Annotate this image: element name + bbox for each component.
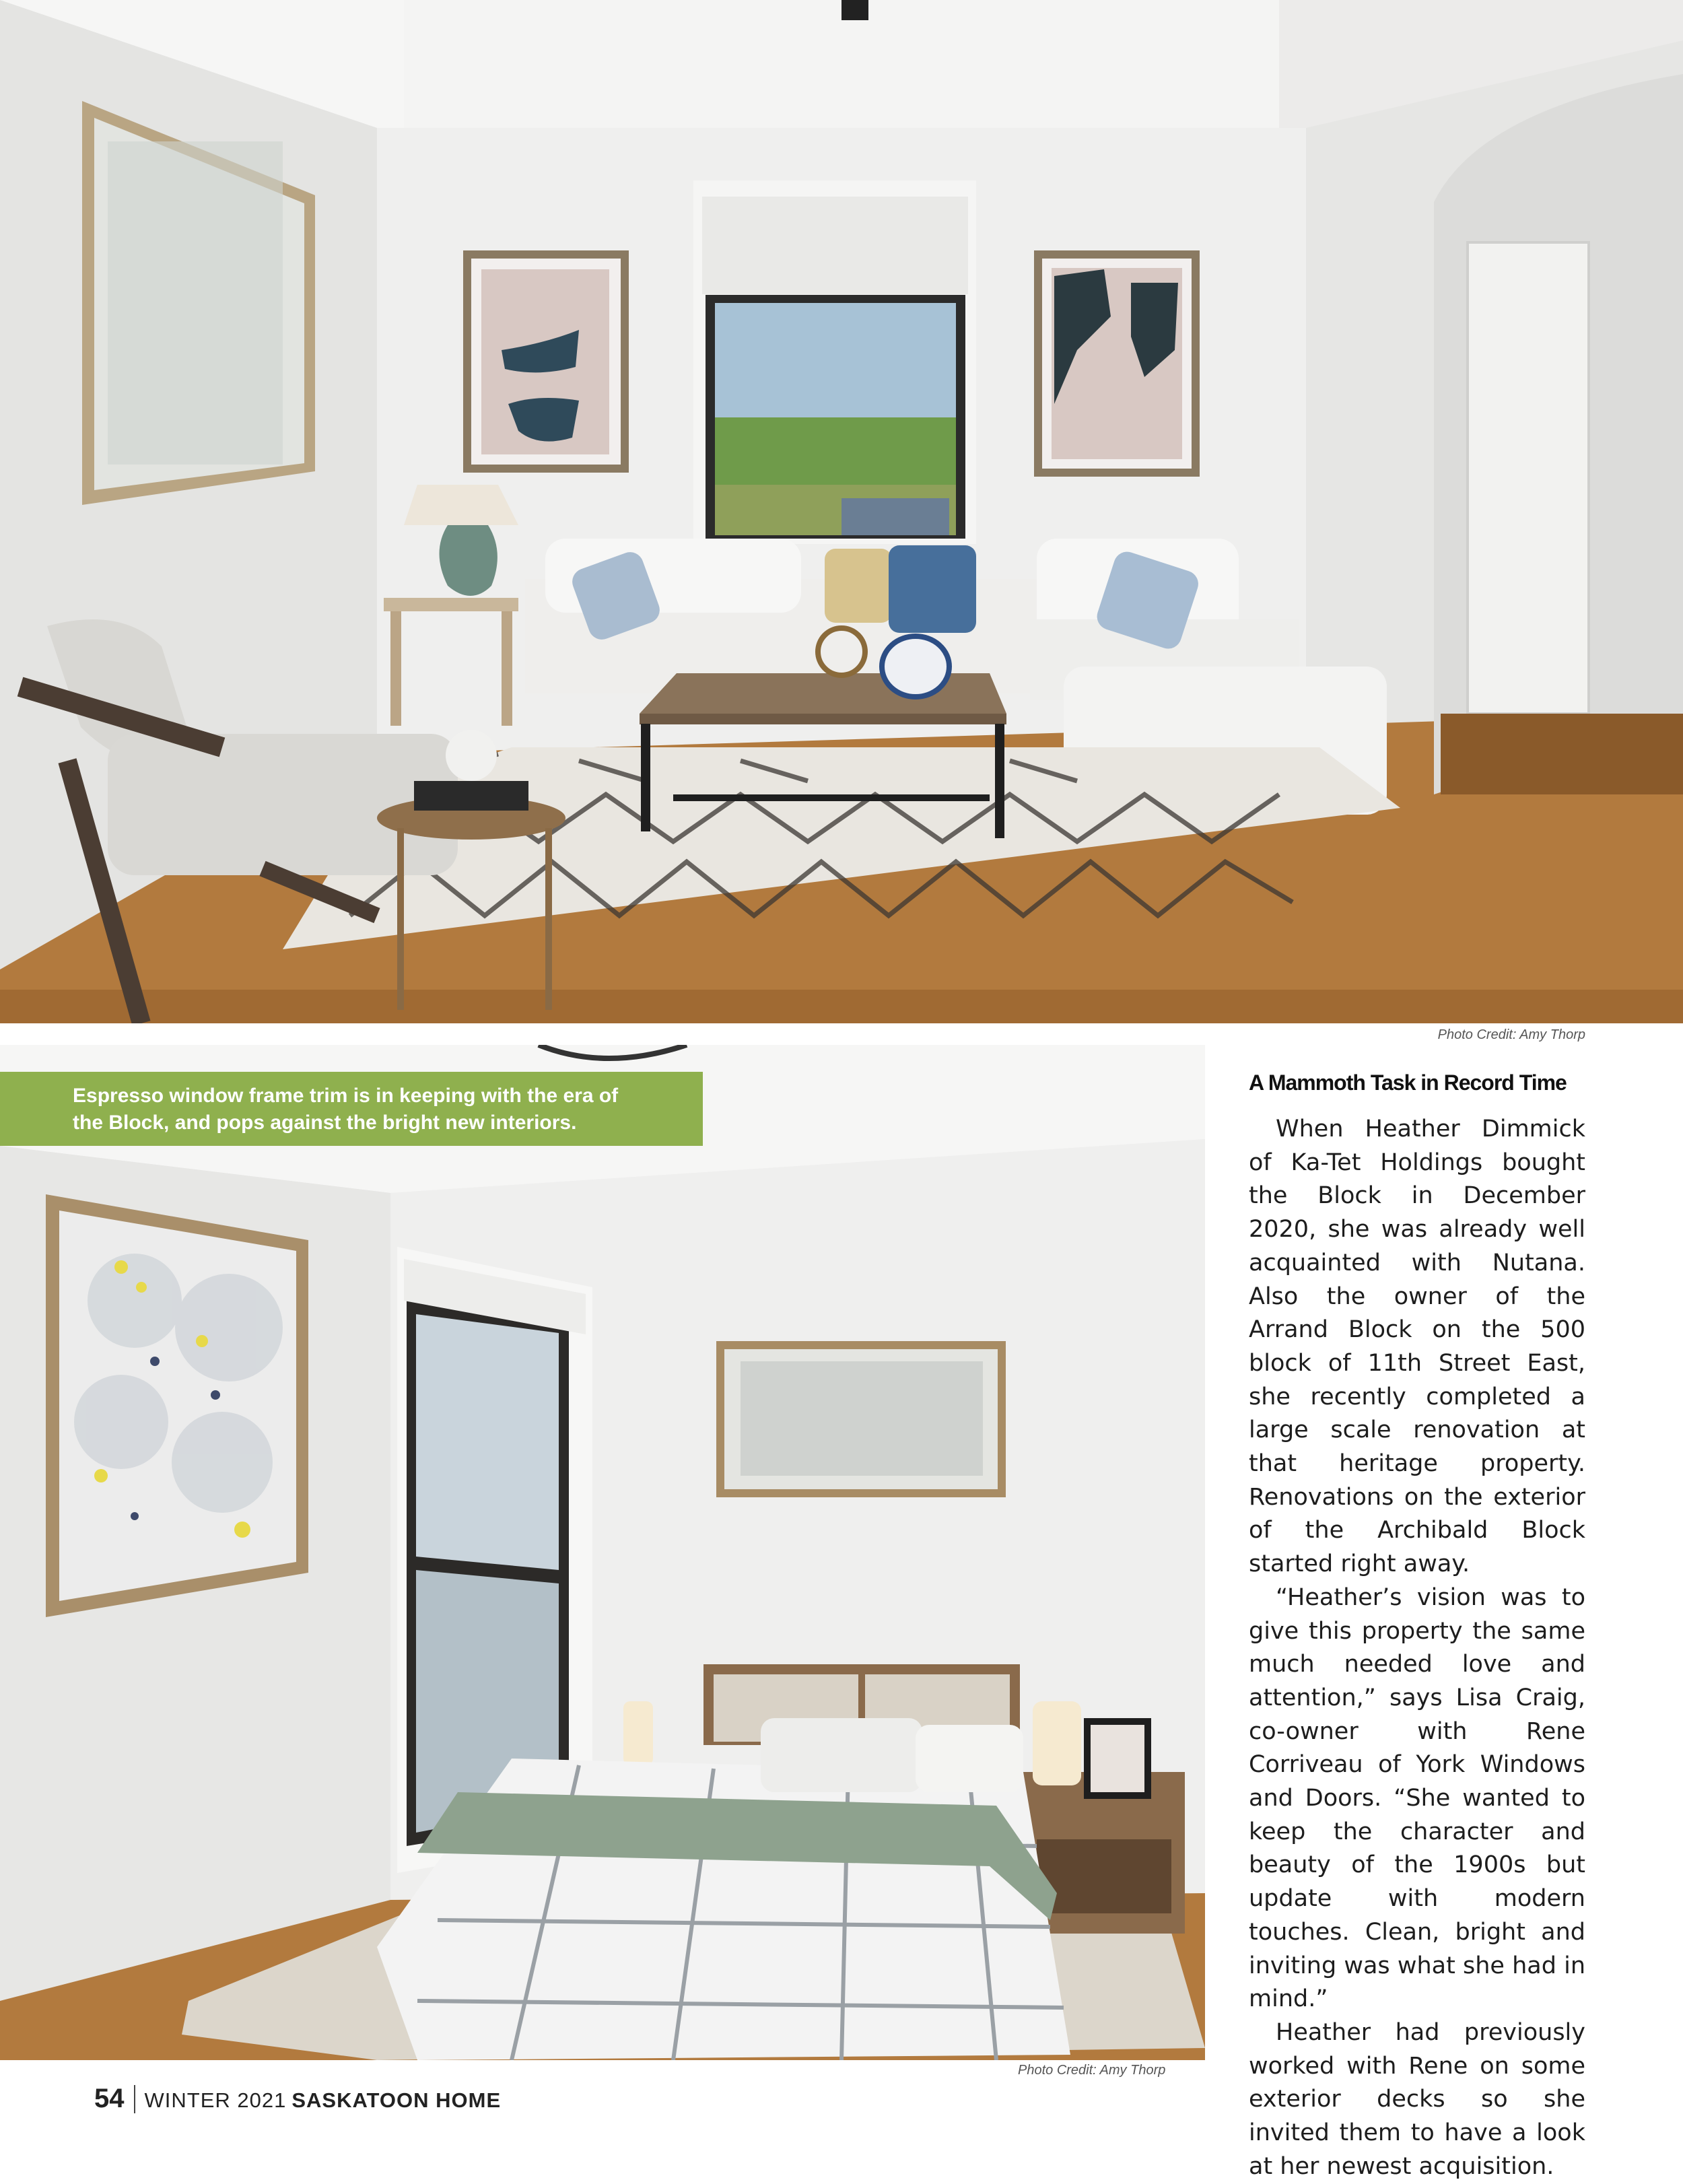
bedroom-illustration <box>0 1045 1205 2060</box>
caption-line-2: the Block, and pops against the bright new interiors. <box>73 1112 577 1134</box>
living-room-photo <box>0 0 1683 1023</box>
photo-caption <box>0 1072 703 1146</box>
article-paragraph: Heather had previously worked with Rene on some exterior decks so she invited them to have a look at her newest acquisition. <box>1249 2018 1585 2180</box>
photo-credit-bottom: Photo Credit: Amy Thorp <box>1018 2063 1166 2078</box>
magazine-name: SASKATOON HOME <box>291 2088 502 2112</box>
article-paragraph: “Heather’s vision was to give this property the same much needed love and attention,” says Lisa Craig, co-owner with Rene Corriveau of York Windows and Doors. “She wanted to keep the character and beauty of the 1900s but update with modern touches. Clean, bright and inviting was what she had in mind.” <box>1249 1583 1585 2013</box>
living-room-illustration <box>0 0 1683 1023</box>
article-column <box>1249 1070 1585 2184</box>
photo-credit-top: Photo Credit: Amy Thorp <box>1437 1027 1585 1042</box>
caption-line-1: Espresso window frame trim is in keeping with the era of <box>73 1085 619 1107</box>
page-footer <box>94 2084 501 2114</box>
issue-label: WINTER 2021 <box>144 2088 287 2112</box>
article-heading: A Mammoth Task in Record Time <box>1249 1070 1567 1095</box>
bedroom-photo <box>0 1045 1205 2060</box>
page-number: 54 <box>94 2084 125 2113</box>
footer-divider <box>134 2085 135 2113</box>
article-paragraph: When Heather Dimmick of Ka-Tet Holdings bought the Block in December 2020, she was already well acquainted with Nutana. Also the owner of the Arrand Block on the 500 block of 11th Street East, she recently completed a large scale renovation at that heritage property. Renovations on the exterior of the Archibald Block started right away. <box>1249 1116 1585 1578</box>
